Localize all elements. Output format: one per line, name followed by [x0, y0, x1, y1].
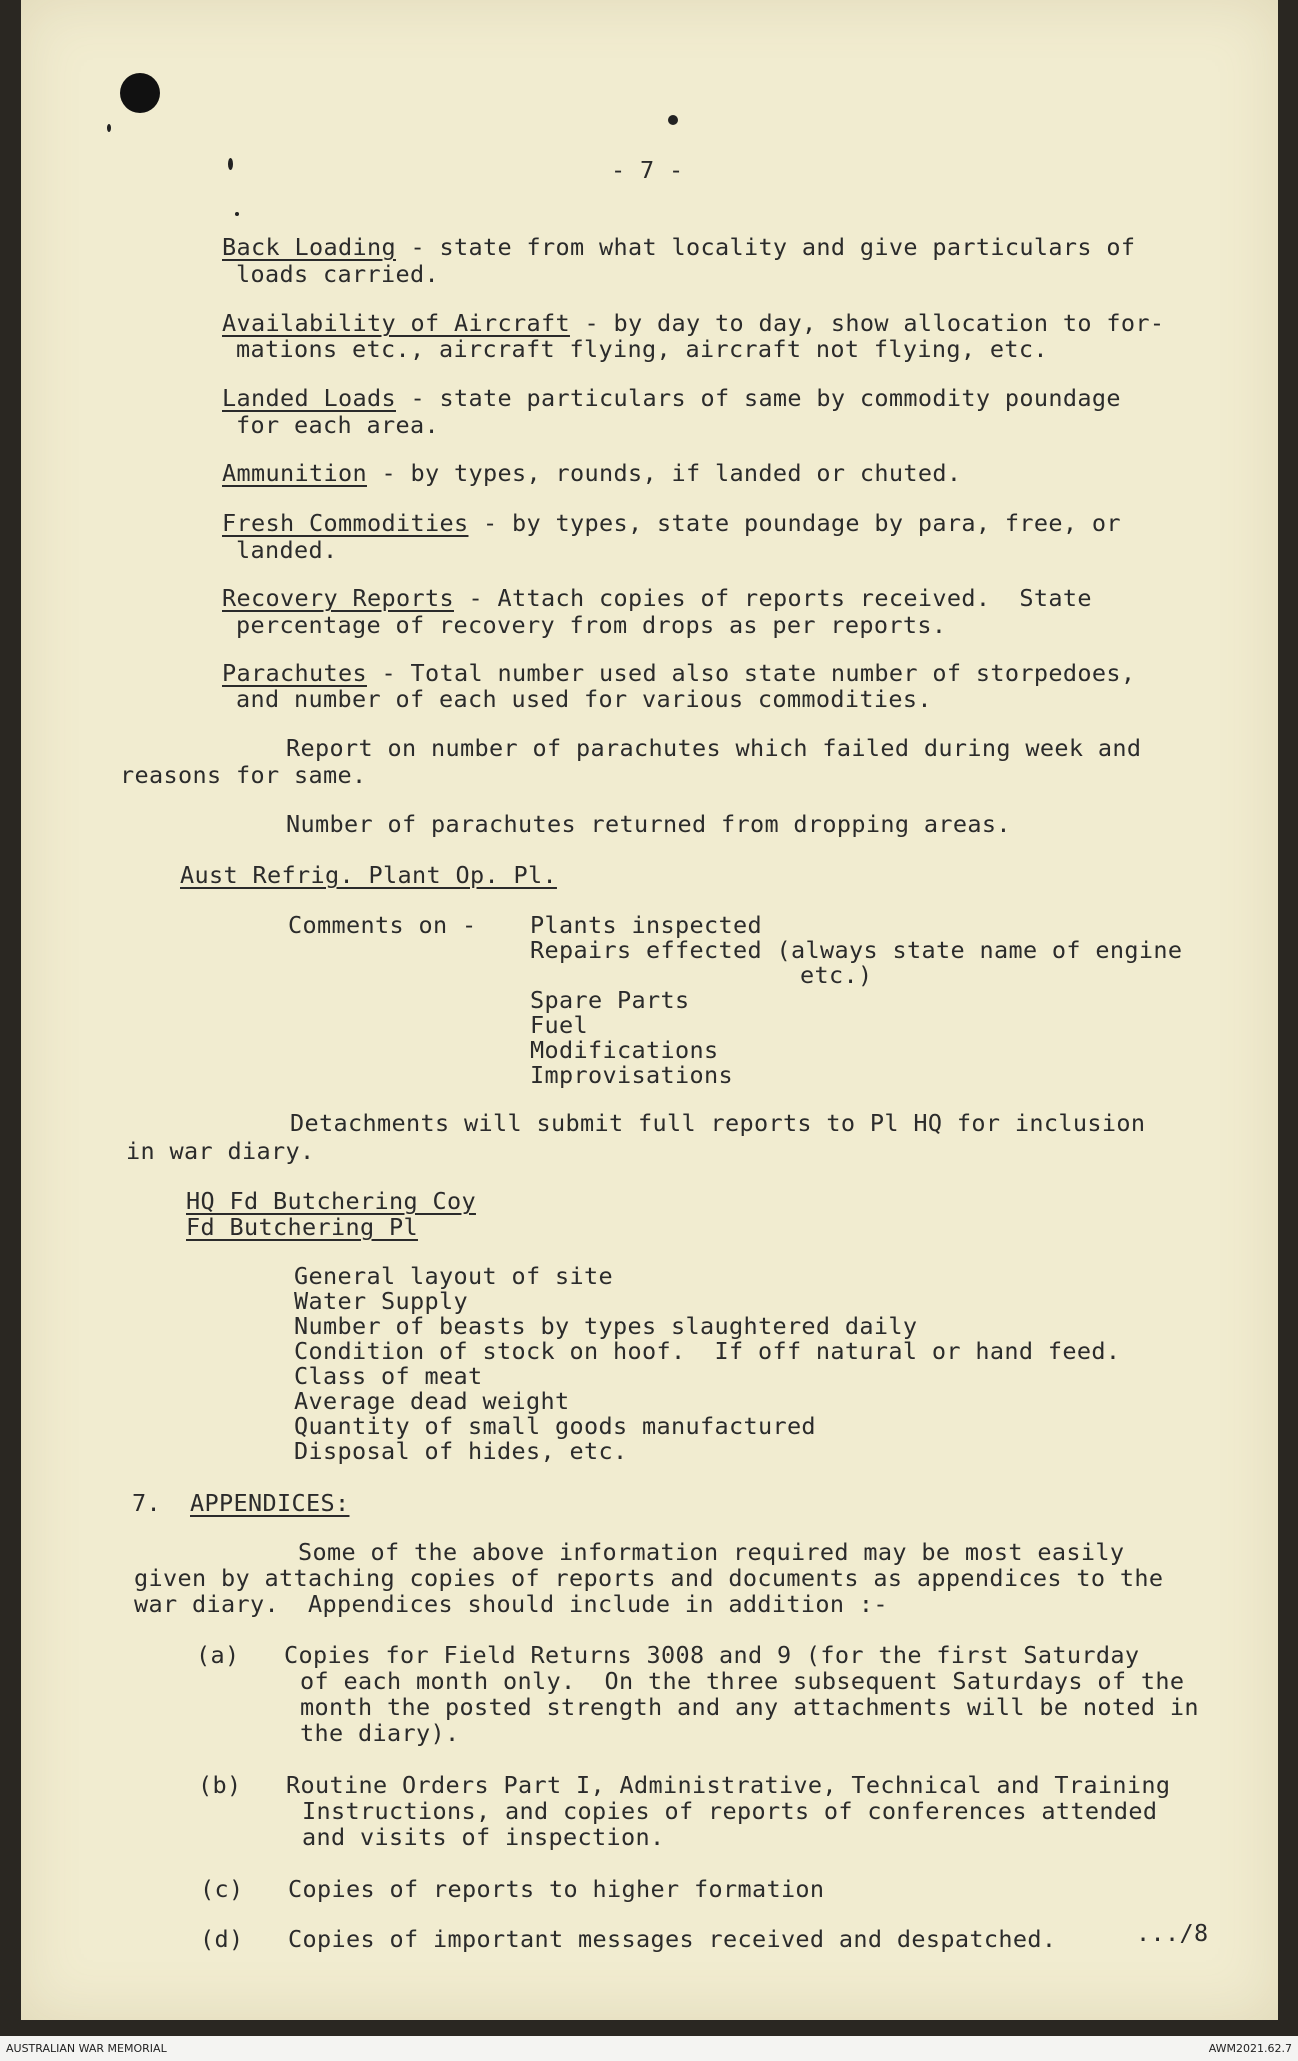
- butchering-item: Class of meat: [294, 1362, 483, 1390]
- entry-text: - state from what locality and give particulars of: [395, 233, 1136, 261]
- butchering-item: Average dead weight: [294, 1387, 570, 1415]
- detach-line1: Detachments will submit full reports to Pl HQ for inclusion: [290, 1109, 1146, 1137]
- entry-heading: Recovery Reports: [222, 584, 454, 612]
- item-line: Copies of reports to higher formation: [288, 1875, 825, 1903]
- butchering-item: Quantity of small goods manufactured: [294, 1412, 816, 1440]
- punch-hole: [120, 73, 160, 113]
- report-para-line2: reasons for same.: [120, 761, 367, 789]
- ink-speck: [668, 115, 678, 125]
- item-label: (d): [200, 1925, 244, 1953]
- butchering-item: Water Supply: [294, 1287, 468, 1315]
- comment-item: Repairs effected (always state name of engine: [530, 936, 1183, 964]
- ink-speck: [235, 212, 239, 216]
- intro-line: Some of the above information required may be most easily: [298, 1538, 1125, 1566]
- butchering-heading2: Fd Butchering Pl: [186, 1213, 418, 1241]
- report-para-line1: Report on number of parachutes which failed during week and: [286, 734, 1142, 762]
- butchering-heading1: HQ Fd Butchering Coy: [186, 1187, 476, 1215]
- item-label: (b): [198, 1771, 242, 1799]
- item-line: Instructions, and copies of reports of conferences attended: [302, 1797, 1158, 1825]
- entry-text: - by day to day, show allocation to for-: [569, 309, 1165, 337]
- footer-id: AWM2021.62.7: [1208, 2042, 1292, 2055]
- entry-line: [222, 385, 1121, 411]
- entry-continuation: and number of each used for various commodities.: [236, 685, 932, 713]
- entry-text: - by types, state poundage by para, free, or: [468, 509, 1121, 537]
- comments-label: Comments on -: [288, 911, 477, 939]
- entry-heading: Parachutes: [222, 659, 367, 687]
- item-line: Routine Orders Part I, Administrative, Technical and Training: [286, 1771, 1171, 1799]
- comment-item: Modifications: [530, 1036, 719, 1064]
- entry-heading: Availability of Aircraft: [222, 309, 570, 337]
- page-number: - 7 -: [611, 156, 684, 184]
- continued-marker: .../8: [1136, 1919, 1209, 1947]
- entry-text: - by types, rounds, if landed or chuted.: [366, 459, 962, 487]
- item-line: Copies of important messages received and despatched.: [288, 1925, 1057, 1953]
- detach-line2: in war diary.: [126, 1137, 315, 1165]
- ink-speck: [228, 158, 233, 170]
- entry-heading: Landed Loads: [222, 384, 396, 412]
- entry-line: [222, 310, 1164, 336]
- entry-line: [222, 585, 1092, 611]
- entry-heading: Back Loading: [222, 233, 396, 261]
- item-line: of each month only. On the three subsequent Saturdays of the: [300, 1667, 1185, 1695]
- comment-item: Spare Parts: [530, 986, 690, 1014]
- item-line: month the posted strength and any attachments will be noted in: [300, 1693, 1199, 1721]
- comment-item: Plants inspected: [530, 911, 762, 939]
- section-heading: APPENDICES:: [190, 1489, 350, 1517]
- butchering-item: General layout of site: [294, 1262, 613, 1290]
- entry-continuation: for each area.: [236, 411, 439, 439]
- entry-line: [222, 510, 1121, 536]
- footer-credit: AUSTRALIAN WAR MEMORIAL: [6, 2042, 167, 2055]
- entry-heading: Fresh Commodities: [222, 509, 469, 537]
- butchering-item: Condition of stock on hoof. If off natural or hand feed.: [294, 1337, 1121, 1365]
- entry-continuation: mations etc., aircraft flying, aircraft not flying, etc.: [236, 335, 1048, 363]
- entry-line: [222, 460, 961, 486]
- entry-continuation: percentage of recovery from drops as per reports.: [236, 611, 947, 639]
- butchering-item: Disposal of hides, etc.: [294, 1437, 628, 1465]
- intro-line: war diary. Appendices should include in addition :-: [134, 1590, 888, 1618]
- ink-speck: [107, 124, 111, 132]
- item-line: and visits of inspection.: [302, 1823, 665, 1851]
- section-number: 7.: [132, 1489, 161, 1517]
- entry-line: [222, 660, 1135, 686]
- entry-text: - state particulars of same by commodity poundage: [395, 384, 1121, 412]
- item-label: (a): [196, 1641, 240, 1669]
- entry-text: - Attach copies of reports received. State: [453, 584, 1092, 612]
- comment-item: Fuel: [530, 1011, 588, 1039]
- returned-para: Number of parachutes returned from dropping areas.: [286, 810, 1011, 838]
- butchering-item: Number of beasts by types slaughtered daily: [294, 1312, 918, 1340]
- entry-heading: Ammunition: [222, 459, 367, 487]
- intro-line: given by attaching copies of reports and documents as appendices to the: [134, 1564, 1164, 1592]
- footer-bar: [0, 2036, 1298, 2061]
- comment-item-cont: etc.): [800, 961, 873, 989]
- entry-continuation: loads carried.: [236, 260, 439, 288]
- entry-continuation: landed.: [236, 536, 338, 564]
- refrig-heading: Aust Refrig. Plant Op. Pl.: [180, 861, 557, 889]
- item-line: the diary).: [300, 1719, 460, 1747]
- comment-item: Improvisations: [530, 1061, 733, 1089]
- entry-text: - Total number used also state number of storpedoes,: [366, 659, 1136, 687]
- entry-line: [222, 234, 1135, 260]
- item-label: (c): [200, 1875, 244, 1903]
- item-line: Copies for Field Returns 3008 and 9 (for the first Saturday: [284, 1641, 1140, 1669]
